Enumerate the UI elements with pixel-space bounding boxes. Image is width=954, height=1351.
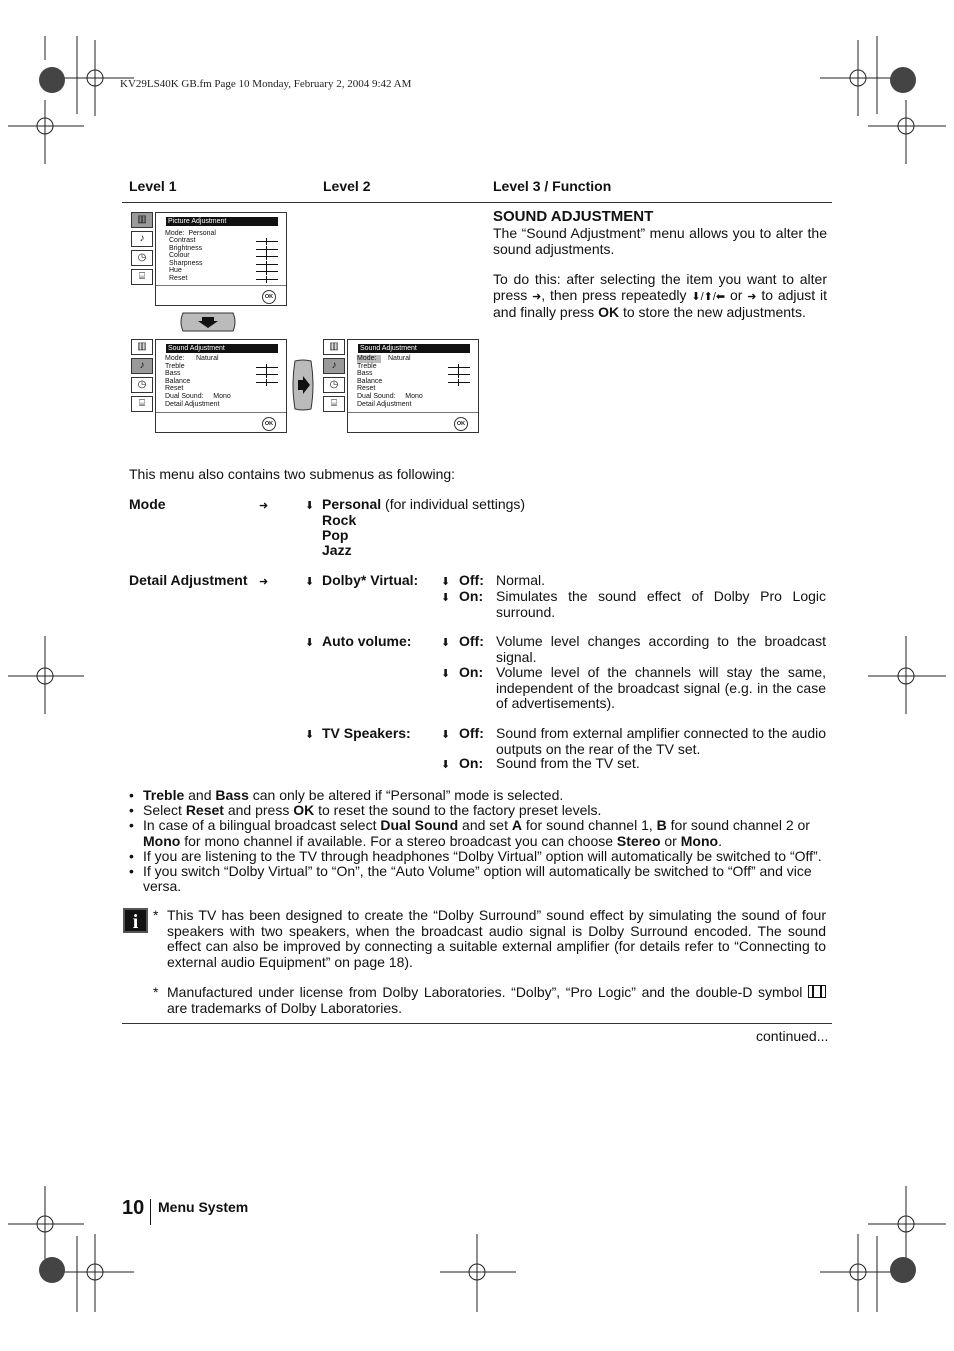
auto-volume-on-label: On: — [459, 664, 484, 680]
dolby-virtual-label: Dolby* Virtual: — [322, 572, 419, 588]
notes-list — [128, 788, 828, 894]
clock-icon: ◷ — [131, 377, 153, 393]
tv-speakers-on-label: On: — [459, 755, 484, 771]
auto-volume-off-label: Off: — [459, 633, 484, 649]
picture-adjustment-screen — [155, 212, 287, 306]
slider — [256, 256, 278, 257]
slider — [256, 279, 278, 280]
dolby-on-label: On: — [459, 588, 484, 604]
down-arrow-icon: ⬇ — [305, 576, 315, 588]
dolby-off-label: Off: — [459, 572, 484, 588]
menu-item: Treble — [357, 362, 377, 370]
down-arrow-icon: ⬇ — [305, 637, 315, 649]
footer-divider — [150, 1199, 151, 1225]
clock-icon: ◷ — [131, 250, 153, 266]
down-arrow-icon: ⬇ — [441, 729, 451, 741]
clock-icon: ◷ — [323, 377, 345, 393]
sound-adjustment-screen — [155, 339, 287, 433]
mode-row: Mode: Personal — [165, 230, 216, 237]
detail-adjustment-row: Detail Adjustment — [165, 400, 220, 408]
header-rule — [122, 202, 832, 203]
slider — [256, 241, 278, 242]
slider — [448, 367, 470, 368]
menu-item: Balance — [357, 377, 383, 385]
right-arrow-icon: ➜ — [259, 576, 269, 588]
mode-pop: Pop — [322, 527, 349, 543]
column-level-3: Level 3 / Function — [493, 178, 612, 194]
footnote-license: * Manufactured under license from Dolby Laboratories. “Dolby”, “Pro Logic” and the double-D symbol are trademarks of Dolby Laboratories. — [153, 985, 826, 1016]
instruction-paragraph: To do this: after selecting the item you want to alter press ➜, then press repeatedly ⬇/⬆/⬅ or ➜ to adjust it and finally press OK to store the new adjustments. — [493, 271, 828, 320]
slider — [256, 264, 278, 265]
list-item: • Select Reset and press OK to reset the sound to the factory preset levels. — [128, 803, 828, 818]
auto-volume-label: Auto volume: — [322, 633, 412, 649]
screen-title: Picture Adjustment — [166, 217, 278, 226]
right-arrow-icon: ➜ — [747, 290, 757, 303]
right-arrow-icon: ➜ — [259, 500, 269, 512]
mode-jazz: Jazz — [322, 542, 352, 558]
down-arrow-icon — [179, 311, 237, 333]
slider — [256, 374, 278, 375]
toolbox-icon: ⌸ — [131, 396, 153, 412]
slider — [256, 249, 278, 250]
section-title: SOUND ADJUSTMENT — [493, 208, 654, 225]
menu-sidebar-1 — [131, 212, 153, 282]
menu-sidebar-3 — [323, 339, 345, 409]
music-note-icon: ♪ — [131, 231, 153, 247]
dolby-double-d-icon — [808, 985, 826, 998]
screen-title: Sound Adjustment — [166, 344, 278, 353]
screen-title: Sound Adjustment — [358, 344, 470, 353]
menu-item: Bass — [165, 370, 181, 378]
down-up-left-arrows-icon: ⬇/⬆/⬅ — [691, 290, 726, 303]
music-note-icon: ♪ — [323, 358, 345, 374]
column-level-2: Level 2 — [323, 178, 371, 194]
mode-rock: Rock — [322, 512, 357, 528]
down-arrow-icon: ⬇ — [441, 759, 451, 771]
footer-section: Menu System — [158, 1199, 249, 1215]
mode-personal: Personal (for individual settings) — [322, 496, 526, 512]
picture-icon: ▥ — [323, 339, 345, 355]
info-icon: i — [123, 908, 148, 933]
down-arrow-icon: ⬇ — [441, 668, 451, 680]
right-arrow-icon: ➜ — [532, 290, 542, 303]
picture-icon: ▥ — [131, 339, 153, 355]
down-arrow-icon: ⬇ — [305, 729, 315, 741]
right-arrow-icon — [291, 359, 315, 411]
ok-button-icon: OK — [454, 417, 468, 431]
footnotes — [153, 908, 826, 1016]
tv-speakers-off-label: Off: — [459, 725, 484, 741]
music-note-icon: ♪ — [131, 358, 153, 374]
down-arrow-icon: ⬇ — [441, 576, 451, 588]
menu-item: Reset — [169, 275, 188, 282]
down-arrow-icon: ⬇ — [305, 500, 315, 512]
toolbox-icon: ⌸ — [323, 396, 345, 412]
sound-adjustment-screen-level3 — [347, 339, 479, 433]
menu-item: Balance — [165, 377, 191, 385]
slider — [448, 374, 470, 375]
tv-speakers-on-desc: Sound from the TV set. — [496, 755, 640, 771]
tv-speakers-label: TV Speakers: — [322, 725, 411, 741]
menu-item: Sharpness — [169, 259, 203, 267]
list-item: • In case of a bilingual broadcast select Dual Sound and set A for sound channel 1, B for sound channel 2 or Mono for mono channel if available. For a stereo broadcast you can choose Stereo or Mono. — [128, 818, 828, 848]
list-item: • If you are listening to the TV through headphones “Dolby Virtual” option will automatically be switched to “Off”. — [128, 849, 828, 864]
column-level-1: Level 1 — [129, 178, 177, 194]
slider — [448, 382, 470, 383]
tv-speakers-off-desc: Sound from external amplifier connected to the audio outputs on the rear of the TV set. — [496, 725, 826, 757]
toolbox-icon: ⌸ — [131, 269, 153, 285]
mode-label: Mode: — [165, 355, 185, 362]
footnote-dolby-surround: * This TV has been designed to create the “Dolby Surround” sound effect by simulating the sound of four speakers with two speakers, when the broadcast audio signal is Dolby Surround encoded. The sound effect can also be improved by connecting a suitable external amplifier (for details refer to “Connecting to external audio Equipment” on page 18). — [153, 907, 826, 970]
auto-volume-on-desc: Volume level of the channels will stay the same, independent of the broadcast signal (e.g. in the case of advertisements). — [496, 664, 826, 711]
slider — [256, 382, 278, 383]
intro-paragraph: The “Sound Adjustment” menu allows you to alter the sound adjustments. — [493, 225, 827, 257]
mode-label: Mode — [129, 496, 166, 512]
file-stamp: KV29LS40K GB.fm Page 10 Monday, February 2, 2004 9:42 AM — [120, 78, 412, 90]
menu-item: Hue — [169, 267, 182, 275]
list-item: • If you switch “Dolby Virtual” to “On”, the “Auto Volume” option will automatically be switched to “Off” and vice versa. — [128, 864, 828, 894]
mode-label-highlighted: Mode: — [357, 355, 381, 363]
dual-sound-row: Dual Sound: Mono — [357, 393, 423, 400]
menu-item: Reset — [165, 385, 184, 393]
mode-value: Natural — [196, 355, 219, 362]
down-arrow-icon: ⬇ — [441, 592, 451, 604]
list-item: • Treble and Bass can only be altered if “Personal” mode is selected. — [128, 788, 828, 803]
ok-label: OK — [598, 304, 620, 320]
detail-adjustment-label: Detail Adjustment — [129, 572, 248, 588]
slider — [256, 271, 278, 272]
menu-item: Bass — [357, 370, 373, 378]
menu-item: Reset — [357, 385, 376, 393]
menu-item: Contrast — [169, 237, 196, 244]
dolby-off-desc: Normal. — [496, 572, 546, 588]
dolby-on-desc: Simulates the sound effect of Dolby Pro Logic surround. — [496, 588, 826, 620]
down-arrow-icon: ⬇ — [441, 637, 451, 649]
ok-button-icon: OK — [262, 417, 276, 431]
dual-sound-row: Dual Sound: Mono — [165, 393, 231, 400]
menu-item: Brightness — [169, 244, 203, 252]
bottom-rule — [122, 1023, 832, 1024]
page-number: 10 — [122, 1197, 145, 1219]
slider — [256, 367, 278, 368]
menu-sidebar-2 — [131, 339, 153, 409]
menu-item: Treble — [165, 362, 185, 370]
picture-icon: ▥ — [131, 212, 153, 228]
mode-value: Natural — [388, 355, 411, 362]
continued-label: continued... — [756, 1028, 829, 1044]
submenu-intro: This menu also contains two submenus as following: — [129, 466, 456, 482]
auto-volume-off-desc: Volume level changes according to the broadcast signal. — [496, 633, 826, 665]
ok-button-icon: OK — [262, 290, 276, 304]
menu-item: Colour — [169, 252, 190, 260]
detail-adjustment-row: Detail Adjustment — [357, 400, 412, 408]
